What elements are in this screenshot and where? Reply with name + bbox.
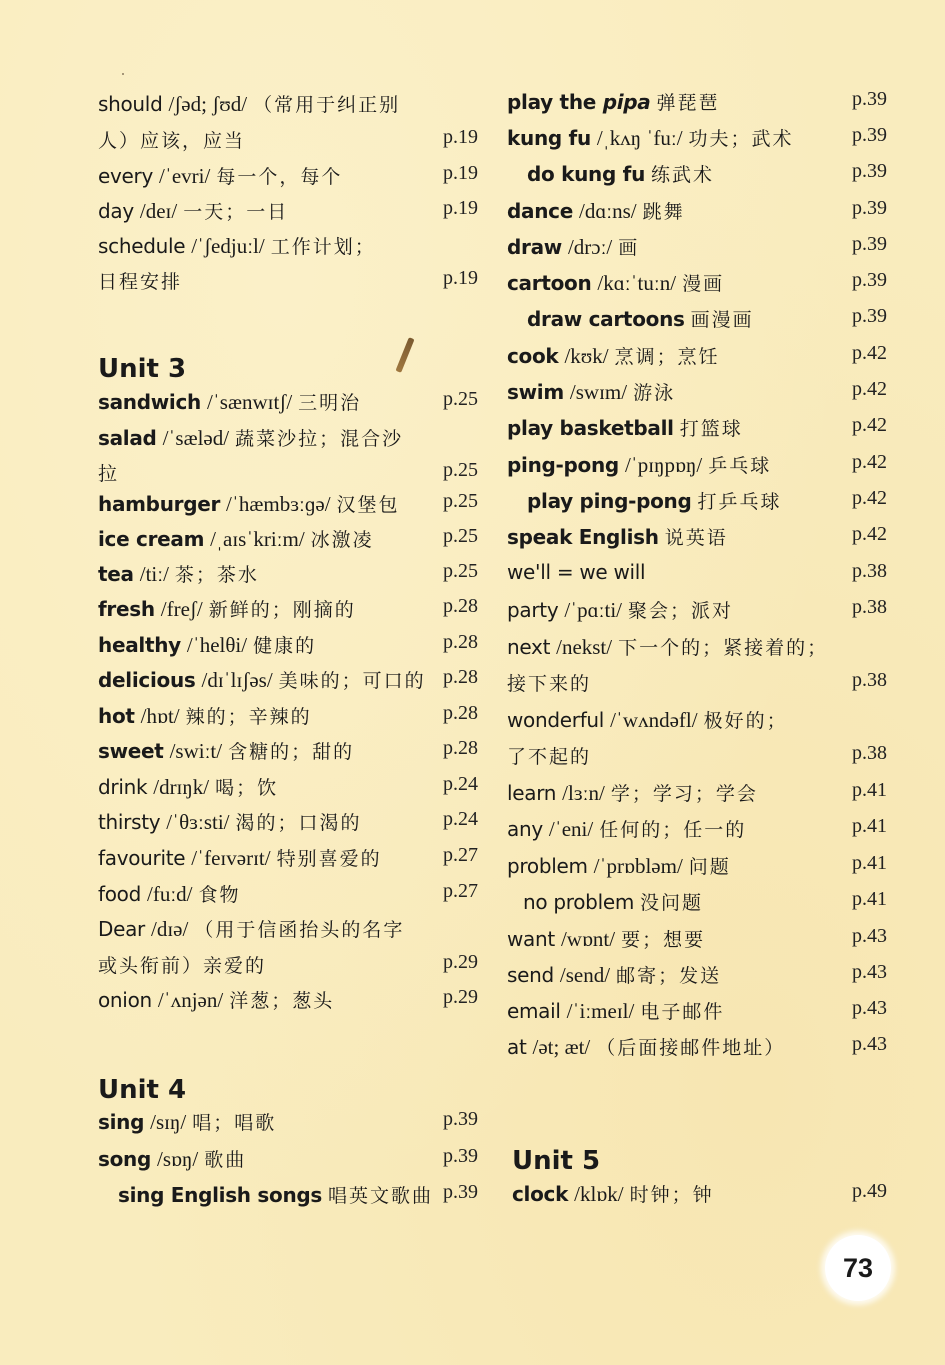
vocab-entry — [98, 162, 478, 198]
entry-meaning: 聚会；派对 — [628, 600, 734, 622]
entry-word: draw — [507, 235, 562, 259]
entry-word: no problem — [523, 890, 635, 914]
vocab-entry — [98, 560, 478, 596]
entry-meaning: 画漫画 — [690, 309, 754, 331]
entry-meaning: 含糖的；甜的 — [228, 741, 355, 763]
entry-page: p.28 — [443, 702, 478, 724]
entry-ipa: /ˈeni/ — [548, 817, 594, 841]
entry-ipa: /ˈiːmeɪl/ — [566, 999, 635, 1023]
entry-meaning: 新鲜的；刚摘的 — [208, 599, 356, 621]
entry-meaning: 歌曲 — [204, 1149, 247, 1171]
vocab-entry — [98, 737, 478, 773]
entry-ipa: /dɪə/ — [150, 917, 189, 941]
entry-ipa: /ˈprɒbləm/ — [593, 854, 683, 878]
entry-page: p.19 — [443, 126, 478, 148]
entry-word: sandwich — [98, 390, 201, 414]
entry-ipa: /swiːt/ — [169, 739, 223, 763]
page-number: 73 — [825, 1235, 891, 1301]
vocab-entry — [98, 424, 478, 460]
entry-page: p.28 — [443, 737, 478, 759]
entry-page: p.39 — [443, 1145, 478, 1167]
vocab-entry — [98, 808, 478, 844]
vocab-entry — [98, 90, 478, 126]
entry-word: any — [507, 817, 543, 841]
entry-ipa: /swɪm/ — [569, 380, 628, 404]
entry-word: cartoon — [507, 271, 592, 295]
entry-meaning: 烹调；烹饪 — [614, 346, 720, 368]
vocab-entry — [98, 773, 478, 809]
vocab-entry — [507, 596, 887, 632]
entry-ipa: /ˈʃedjuːl/ — [191, 234, 265, 258]
entry-page: p.28 — [443, 631, 478, 653]
entry-word: wonderful — [507, 708, 605, 732]
entry-meaning: 健康的 — [253, 635, 317, 657]
entry-word: do kung fu — [527, 162, 646, 186]
entry-meaning: 问题 — [688, 856, 731, 878]
entry-page: p.38 — [852, 742, 887, 764]
entry-meaning: 电子邮件 — [640, 1001, 725, 1023]
vocab-entry — [98, 232, 478, 268]
entry-meaning: 漫画 — [682, 273, 725, 295]
entry-word: Dear — [98, 917, 145, 941]
vocab-entry — [507, 378, 887, 414]
entry-meaning: 三明治 — [298, 392, 362, 414]
entry-word: sing — [98, 1110, 145, 1134]
entry-word: salad — [98, 426, 157, 450]
entry-meaning: 极好的； — [703, 710, 788, 732]
entry-page: p.19 — [443, 197, 478, 219]
entry-word: fresh — [98, 597, 155, 621]
vocab-entry — [507, 1033, 887, 1069]
entry-meaning: 食物 — [198, 884, 241, 906]
vocab-phrase — [507, 305, 887, 341]
entry-meaning: 功夫；武术 — [688, 128, 794, 150]
entry-word: sweet — [98, 739, 164, 763]
entry-ipa: /ˈʌnjən/ — [157, 988, 224, 1012]
entry-word: hamburger — [98, 492, 221, 516]
entry-word: ice cream — [98, 527, 205, 551]
vocab-entry — [98, 915, 478, 951]
entry-ipa: /ˈhelθi/ — [186, 633, 248, 657]
entry-ipa: /freʃ/ — [160, 597, 203, 621]
entry-meaning: 一天；一日 — [183, 201, 289, 223]
entry-word — [507, 90, 650, 114]
entry-ipa: /ət; æt/ — [532, 1035, 591, 1059]
entry-meaning: 洋葱；葱头 — [229, 990, 335, 1012]
vocab-entry — [98, 880, 478, 916]
vocab-entry — [98, 1108, 478, 1144]
vocab-entry — [507, 342, 887, 378]
entry-page: p.27 — [443, 880, 478, 902]
unit-5-heading: Unit 5 — [512, 1146, 601, 1176]
vocab-entry — [98, 197, 478, 233]
entry-meaning: （常用于纠正别 — [253, 94, 401, 116]
entry-meaning: 练武术 — [651, 164, 715, 186]
entry-page: p.43 — [852, 925, 887, 947]
entry-word: drink — [98, 775, 148, 799]
vocab-entry — [507, 197, 887, 233]
entry-ipa: /send/ — [559, 963, 611, 987]
entry-page: p.39 — [852, 305, 887, 327]
vocab-phrase — [507, 487, 887, 523]
entry-page: p.25 — [443, 459, 478, 481]
entry-page: p.42 — [852, 378, 887, 400]
vocab-phrase — [507, 523, 887, 559]
entry-word: sing English songs — [118, 1183, 323, 1207]
entry-meaning: 没问题 — [640, 892, 704, 914]
entry-ipa: /ˈhæmbɜːɡə/ — [226, 492, 331, 516]
entry-page: p.24 — [443, 773, 478, 795]
entry-ipa: /ˈθɜːsti/ — [166, 810, 230, 834]
vocab-entry — [98, 1145, 478, 1181]
vocab-entry-continuation — [507, 669, 887, 705]
entry-meaning: 打乒乓球 — [697, 491, 782, 513]
entry-page: p.38 — [852, 560, 887, 582]
pencil-mark — [395, 337, 414, 373]
entry-page: p.42 — [852, 523, 887, 545]
entry-meaning: 每一个，每个 — [216, 166, 343, 188]
vocab-entry — [507, 925, 887, 961]
vocab-entry — [507, 779, 887, 815]
entry-word: food — [98, 882, 142, 906]
entry-page: p.19 — [443, 162, 478, 184]
entry-meaning: 任何的；任一的 — [599, 819, 747, 841]
entry-ipa: /ˌkʌŋ ˈfuː/ — [596, 126, 683, 150]
vocab-entry — [507, 706, 887, 742]
vocab-entry — [507, 560, 887, 596]
vocab-entry-continuation — [507, 742, 887, 778]
entry-page: p.25 — [443, 388, 478, 410]
vocab-entry-continuation — [98, 951, 478, 987]
vocab-entry — [98, 844, 478, 880]
entry-word: onion — [98, 988, 152, 1012]
entry-meaning: 美味的；可口的 — [278, 670, 426, 692]
entry-ipa: /ˈpɪŋpɒŋ/ — [624, 453, 703, 477]
entry-meaning: 跳舞 — [642, 201, 685, 223]
entry-word: swim — [507, 380, 564, 404]
entry-page: p.28 — [443, 666, 478, 688]
entry-ipa: /ˈfeɪvərɪt/ — [191, 846, 271, 870]
entry-word: favourite — [98, 846, 186, 870]
entry-ipa: /lɜːn/ — [562, 781, 605, 805]
entry-ipa: /ˈevri/ — [159, 164, 211, 188]
entry-page: p.24 — [443, 808, 478, 830]
entry-word: day — [98, 199, 134, 223]
vocab-entry — [507, 852, 887, 888]
vocab-phrase — [507, 414, 887, 450]
entry-word: delicious — [98, 668, 196, 692]
entry-meaning: 或头衔前）亲爱的 — [98, 955, 267, 977]
paper-speck — [122, 73, 124, 75]
entry-meaning: 特别喜爱的 — [276, 848, 382, 870]
entry-page: p.29 — [443, 986, 478, 1008]
entry-ipa: /ˌaɪsˈkriːm/ — [210, 527, 305, 551]
entry-meaning: 接下来的 — [507, 673, 592, 695]
entry-page: p.39 — [443, 1181, 478, 1203]
entry-page: p.39 — [852, 233, 887, 255]
entry-word: ping-pong — [507, 453, 619, 477]
entry-page: p.42 — [852, 414, 887, 436]
entry-page: p.27 — [443, 844, 478, 866]
entry-word: healthy — [98, 633, 181, 657]
entry-page: p.39 — [852, 269, 887, 291]
entry-word: every — [98, 164, 154, 188]
entry-page: p.39 — [852, 124, 887, 146]
entry-word: play ping-pong — [527, 489, 692, 513]
entry-ipa: /ˈwʌndəfl/ — [610, 708, 698, 732]
entry-page: p.39 — [443, 1108, 478, 1130]
entry-word: we'll = we will — [507, 560, 646, 584]
entry-word: send — [507, 963, 554, 987]
vocab-entry-continuation — [98, 126, 478, 162]
entry-meaning: 乒乓球 — [708, 455, 772, 477]
entry-meaning: 茶；茶水 — [174, 564, 259, 586]
entry-ipa: /drɪŋk/ — [153, 775, 210, 799]
entry-word: speak English — [507, 525, 659, 549]
vocab-entry-continuation — [98, 267, 478, 303]
entry-ipa: /klɒk/ — [574, 1182, 624, 1206]
entry-meaning: 冰激凌 — [310, 529, 374, 551]
entry-page: p.42 — [852, 451, 887, 473]
entry-word: draw cartoons — [527, 307, 685, 331]
entry-word: tea — [98, 562, 134, 586]
vocab-phrase — [507, 160, 887, 196]
entry-page: p.49 — [852, 1180, 887, 1202]
entry-word-text: play the pipa — [507, 90, 651, 114]
entry-meaning: 了不起的 — [507, 746, 592, 768]
entry-word: learn — [507, 781, 557, 805]
vocab-phrase — [507, 88, 887, 124]
entry-page: p.38 — [852, 669, 887, 691]
italic-word: pipa — [602, 90, 651, 114]
entry-page: p.19 — [443, 267, 478, 289]
entry-ipa: /sɪŋ/ — [150, 1110, 187, 1134]
entry-page: p.38 — [852, 596, 887, 618]
unit-4-heading: Unit 4 — [98, 1075, 187, 1105]
vocab-entry — [507, 269, 887, 305]
entry-ipa: /deɪ/ — [139, 199, 178, 223]
entry-ipa: /sɒŋ/ — [157, 1147, 199, 1171]
entry-page: p.39 — [852, 197, 887, 219]
entry-page: p.41 — [852, 779, 887, 801]
entry-word: want — [507, 927, 555, 951]
vocab-phrase — [507, 888, 887, 924]
entry-meaning: 日程安排 — [98, 271, 183, 293]
entry-page: p.39 — [852, 160, 887, 182]
entry-ipa: /wɒnt/ — [560, 927, 616, 951]
entry-meaning: 说英语 — [664, 527, 728, 549]
entry-word: email — [507, 999, 561, 1023]
entry-ipa: /kɑːˈtuːn/ — [597, 271, 677, 295]
entry-page: p.28 — [443, 595, 478, 617]
entry-meaning: 邮寄；发送 — [616, 965, 722, 987]
entry-meaning: 唱；唱歌 — [192, 1112, 277, 1134]
entry-word: play basketball — [507, 416, 674, 440]
entry-meaning: 人）应该，应当 — [98, 130, 246, 152]
entry-ipa: /fuːd/ — [147, 882, 193, 906]
entry-meaning: 画 — [618, 237, 640, 259]
entry-ipa: /dɪˈlɪʃəs/ — [201, 668, 273, 692]
vocab-entry — [98, 986, 478, 1022]
entry-page: p.43 — [852, 1033, 887, 1055]
entry-word: kung fu — [507, 126, 591, 150]
entry-page: p.42 — [852, 342, 887, 364]
vocab-entry — [98, 490, 478, 526]
entry-ipa: /ˈsæləd/ — [162, 426, 230, 450]
entry-page: p.42 — [852, 487, 887, 509]
vocab-entry — [98, 666, 478, 702]
entry-page: p.41 — [852, 815, 887, 837]
unit-3-heading: Unit 3 — [98, 354, 187, 384]
entry-meaning: 唱英文歌曲 — [328, 1185, 434, 1207]
entry-word: schedule — [98, 234, 186, 258]
entry-page: p.39 — [852, 88, 887, 110]
entry-page: p.25 — [443, 525, 478, 547]
entry-word: hot — [98, 704, 135, 728]
vocab-entry — [507, 961, 887, 997]
entry-ipa: /drɔː/ — [567, 235, 613, 259]
entry-meaning: 学；学习；学会 — [610, 783, 758, 805]
entry-word: should — [98, 92, 163, 116]
vocab-entry — [98, 702, 478, 738]
entry-meaning: 要；想要 — [621, 929, 706, 951]
entry-ipa: /ˈpɑːti/ — [564, 598, 623, 622]
entry-word: at — [507, 1035, 527, 1059]
entry-meaning: 蔬菜沙拉；混合沙 — [235, 428, 404, 450]
vocab-entry — [507, 124, 887, 160]
entry-meaning: 渴的；口渴的 — [235, 812, 362, 834]
entry-meaning: 游泳 — [633, 382, 676, 404]
entry-meaning: 弹琵琶 — [656, 92, 720, 114]
vocab-phrase — [98, 1181, 478, 1217]
entry-word: party — [507, 598, 559, 622]
entry-ipa: /dɑːns/ — [578, 199, 637, 223]
vocab-entry — [98, 388, 478, 424]
entry-word: clock — [512, 1182, 569, 1206]
entry-word: song — [98, 1147, 151, 1171]
entry-meaning: 工作计划； — [270, 236, 376, 258]
entry-page: p.29 — [443, 951, 478, 973]
entry-meaning: （后面接邮件地址） — [596, 1037, 786, 1059]
entry-ipa: /kʊk/ — [564, 344, 609, 368]
entry-meaning: 时钟；钟 — [629, 1184, 714, 1206]
vocab-entry — [98, 631, 478, 667]
entry-meaning: 拉 — [98, 463, 120, 485]
entry-ipa: /ʃəd; ʃʊd/ — [168, 92, 248, 116]
entry-meaning: 辣的；辛辣的 — [185, 706, 312, 728]
vocab-entry — [507, 633, 887, 669]
entry-meaning: 汉堡包 — [336, 494, 400, 516]
entry-page: p.43 — [852, 961, 887, 983]
entry-word: problem — [507, 854, 588, 878]
entry-word: cook — [507, 344, 559, 368]
entry-ipa: /tiː/ — [139, 562, 169, 586]
entry-word: thirsty — [98, 810, 161, 834]
vocab-entry — [507, 451, 887, 487]
vocab-entry — [98, 595, 478, 631]
entry-page: p.41 — [852, 888, 887, 910]
entry-page: p.25 — [443, 560, 478, 582]
entry-meaning: 下一个的；紧接着的； — [618, 637, 829, 659]
entry-page: p.43 — [852, 997, 887, 1019]
entry-ipa: /hɒt/ — [140, 704, 180, 728]
entry-word: dance — [507, 199, 573, 223]
vocab-entry — [512, 1180, 887, 1216]
entry-ipa: /nekst/ — [556, 635, 613, 659]
entry-word: next — [507, 635, 551, 659]
entry-page: p.41 — [852, 852, 887, 874]
vocab-entry — [507, 815, 887, 851]
vocab-entry — [98, 525, 478, 561]
entry-meaning: 打篮球 — [679, 418, 743, 440]
entry-meaning: 喝；饮 — [215, 777, 279, 799]
entry-ipa: /ˈsænwɪtʃ/ — [206, 390, 293, 414]
vocab-entry — [507, 233, 887, 269]
entry-page: p.25 — [443, 490, 478, 512]
entry-meaning: （用于信函抬头的名字 — [194, 919, 405, 941]
vocab-entry — [507, 997, 887, 1033]
